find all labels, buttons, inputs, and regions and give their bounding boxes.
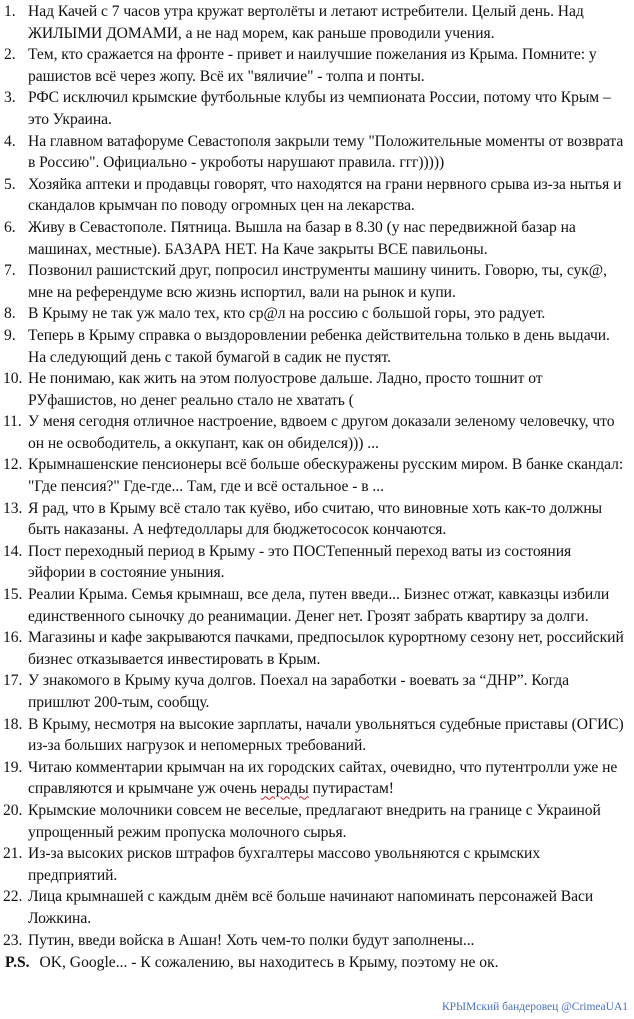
item-number: 10.	[3, 370, 23, 388]
item-number: 21.	[3, 845, 23, 863]
item-text: Пост переходный период в Крыму - это ПОСТепенный переход ваты из состояния эйфории в состояние уныния.	[28, 542, 572, 582]
item-text-end: путирастам!	[308, 780, 394, 798]
list-item	[0, 670, 634, 713]
item-number: 12.	[3, 456, 23, 474]
item-number: 6.	[4, 218, 16, 236]
item-number: 19.	[3, 758, 23, 776]
item-number: 8.	[4, 305, 16, 323]
item-number: 7.	[4, 262, 16, 280]
item-text: Хозяйка аптеки и продавцы говорят, что находятся на грани нервного срыва из-за нытья и скандалов крымчан по поводу огромных цен на лекарства.	[28, 175, 622, 215]
item-text: РФС исключил крымские футбольные клубы из чемпионата России, потому что Крым – это Украина.	[28, 89, 611, 128]
item-text: Крымнашенские пенсионеры всё больше обескуражены русским миром. В банке скандал: "Где пенсия?" Где-где... Там, где и всё остальное - в ...	[28, 456, 624, 496]
item-number: 17.	[3, 672, 23, 690]
item-number: 5.	[4, 175, 16, 193]
item-text: Реалии Крыма. Семья крымнаш, все дела, путен введи... Бизнес отжат, кавказцы избили единственного сыночку до реанимации. Денег нет. Грозят забрать квартиру за долги.	[28, 586, 610, 625]
spellcheck-underlined-word: нерады	[260, 780, 309, 798]
item-text: В Крыму не так уж мало тех, кто ср@л на россию с большой горы, это радует.	[28, 305, 546, 323]
item-text: Теперь в Крыму справка о выздоровлении ребенка действительна только в день выдачи. На следующий день с такой бумагой в садик не пустят.	[28, 326, 610, 366]
item-text: Из-за высоких рисков штрафов бухгалтеры массово увольняются с крымских предприятий.	[28, 845, 541, 884]
author-signature: КРЫМский бандеровец @CrimeaUA1	[441, 1001, 628, 1013]
item-text: Не понимаю, как жить на этом полуострове дальше. Ладно, просто тошнит от РУфашистов, но денег реально стало не хватать (	[28, 370, 543, 409]
list-item	[0, 886, 634, 929]
list-item	[0, 714, 634, 757]
list-item	[0, 303, 634, 325]
list-item	[0, 260, 634, 303]
list-item	[0, 87, 634, 130]
list-item	[0, 498, 634, 541]
postscript	[0, 952, 634, 974]
item-text: Тем, кто сражается на фронте - привет и наилучшие пожелания из Крыма. Помните: у рашистов всё через жопу. Всё их "вяличие" - толпа и понты.	[28, 46, 597, 85]
list-item	[0, 843, 634, 886]
list-item	[0, 411, 634, 454]
list-item	[0, 454, 634, 497]
item-text: На главном ватафоруме Севастополя закрыли тему "Положительные моменты от возврата в Россию". Официально - укроботы нарушают правила. ггг)))))	[28, 132, 624, 172]
item-number: 11.	[3, 413, 22, 431]
item-text: Лица крымнашей с каждым днём всё больше начинают напоминать персонажей Васи Ложкина.	[28, 888, 594, 927]
list-item	[0, 584, 634, 627]
item-number: 23.	[3, 931, 23, 949]
item-text: Путин, введи войска в Ашан! Хоть чем-то полки будут заполнены...	[28, 931, 475, 949]
item-number: 4.	[4, 132, 16, 150]
item-text: Живу в Севастополе. Пятница. Вышла на базар в 8.30 (у нас передвижной базар на машинах, местные). БАЗАРА НЕТ. На Каче закрыты ВСЕ павильоны.	[28, 218, 576, 258]
list-item	[0, 368, 634, 411]
item-number: 14.	[3, 542, 23, 560]
item-text: Я рад, что в Крыму всё стало так куёво, ибо считаю, что виновные хоть как-то должны быть наказаны. А нефтедоллары для бюджетососок кончаются.	[28, 499, 603, 539]
item-number: 18.	[3, 715, 23, 733]
list-item	[0, 217, 634, 260]
list-item	[0, 930, 634, 952]
item-text: У меня сегодня отличное настроение, вдвоем с другом доказали зеленому человечку, что он не освободитель, а оккупант, как он обиделся))) ...	[28, 413, 615, 452]
item-number: 9.	[4, 326, 16, 344]
document-body	[0, 1, 634, 974]
item-number: 13.	[3, 499, 23, 517]
list-item	[0, 174, 634, 217]
list-item	[0, 44, 634, 87]
item-number: 20.	[3, 801, 23, 819]
postscript-label: P.S.	[5, 954, 30, 972]
list-item	[0, 325, 634, 368]
list-item	[0, 1, 634, 44]
item-number: 22.	[3, 888, 23, 906]
item-text: В Крыму, несмотря на высокие зарплаты, начали увольняться судебные приставы (ОГИС) из-за больших нагрузок и непомерных требований.	[28, 715, 624, 755]
item-number: 1.	[4, 3, 16, 20]
item-text: У знакомого в Крыму куча долгов. Поехал на заработки - воевать за “ДНР”. Когда пришлют 200-тым, сообщу.	[28, 672, 569, 711]
item-number: 16.	[3, 629, 23, 647]
item-text: Над Качей с 7 часов утра кружат вертолёты и летают истребители. Целый день. Над ЖИЛЫМИ ДОМАМИ, а не над морем, как раньше проводили учения.	[28, 3, 584, 42]
item-number: 15.	[3, 586, 23, 604]
postscript-text: OK, Google... - К сожалению, вы находитесь в Крыму, поэтому не ок.	[39, 954, 499, 972]
item-number: 3.	[4, 89, 16, 107]
item-text: Магазины и кафе закрываются пачками, предпосылок курортному сезону нет, российский бизнес отказывается инвестировать в Крым.	[28, 629, 624, 668]
item-text: Позвонил рашистский друг, попросил инструменты машину чинить. Говорю, ты, сук@, мне на референдуме всю жизнь испортил, вали на рынок и купи.	[28, 262, 607, 301]
item-text-start: Читаю комментарии крымчан на их городских сайтах, очевидно, что путентролли уже не справляются и крымчане уж очень	[28, 758, 618, 798]
list-item	[0, 757, 634, 800]
list-item	[0, 627, 634, 670]
list-item	[0, 131, 634, 174]
list-item	[0, 800, 634, 843]
list-item	[0, 541, 634, 584]
item-number: 2.	[4, 46, 16, 64]
item-text: Крымские молочники совсем не веселые, предлагают внедрить на границе с Украиной упрощенный режим пропуска молочного сырья.	[28, 801, 601, 841]
